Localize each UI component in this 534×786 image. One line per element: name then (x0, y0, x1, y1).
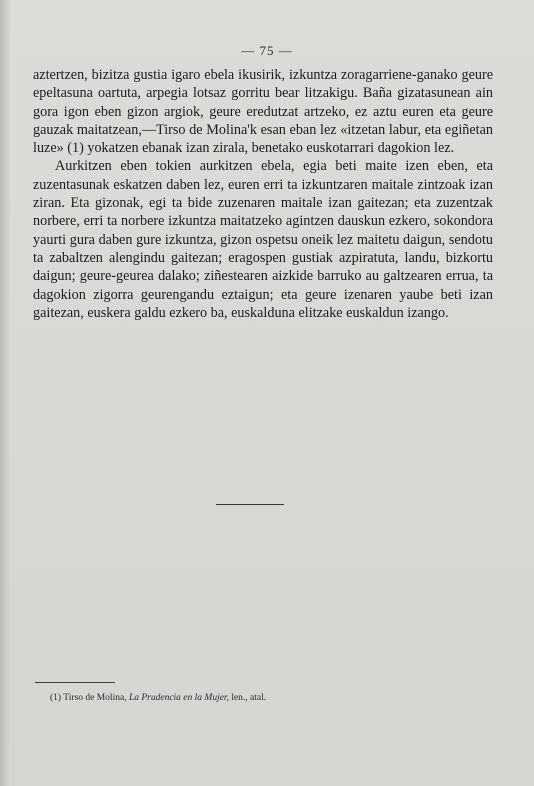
section-separator (216, 504, 284, 505)
footnote-rule (35, 682, 115, 683)
footnote-rest: len., atal. (231, 693, 267, 703)
footnote-work-title: La Prudencia en la Mujer, (128, 693, 229, 703)
footnote-marker: (1) (50, 693, 62, 703)
body-text (33, 66, 493, 322)
page-number: — 75 — (241, 43, 293, 58)
page-binding-edge (0, 0, 10, 786)
paragraph-2: Aurkitzen eben tokien aurkitzen ebela, egia beti maite izen eben, eta zuzentasunak eskatzen daben lez, euren erri ta izkuntzaren maitale zintzoak izan ziran. Eta gizonak, egi ta bide zuzenaren maitale izan gaitezan; eta zuzentzak norbere, erri ta norbere izkuntza maitatzeko agintzen dauskun ezkero, sokondora yaurti gura daben gure izkuntza, gizon ospetsu oneik lez maitetu daigun, sendotu ta zabaltzen alengindu gaitezan; eragospen gustiak azpiratuta, landu, bizkortu daigun; geure-geurea dalako; ziñestearen aizkide barruko au galtzearen errua, ta dagokion zigorra geurengandu eztaigun; eta geure izenaren yaube beti izan gaitezan, euskera galdu ezkero ba, euskalduna elitzake euskaldun izango. (33, 158, 493, 321)
paragraph-1: aztertzen, bizitza gustia igaro ebela ikusirik, izkuntza zoragarriene-ganako geure epeltasuna oartuta, arpegia lotsaz gorritu bear litzakigu. Baña gizatasunean ain gora igon eben gizon argiok, geure eredutzat artzeko, ez aztu euren eta geure gauzak maitatzean,—Tirso de Molina'k esan eban lez «itzetan labur, eta egiñetan luze» (1) yokatzen ebanak izan zirala, benetako euskotarrari dagokion lez. (33, 67, 493, 157)
footnote (50, 692, 490, 704)
footnote-author: Tirso de Molina, (63, 693, 127, 703)
